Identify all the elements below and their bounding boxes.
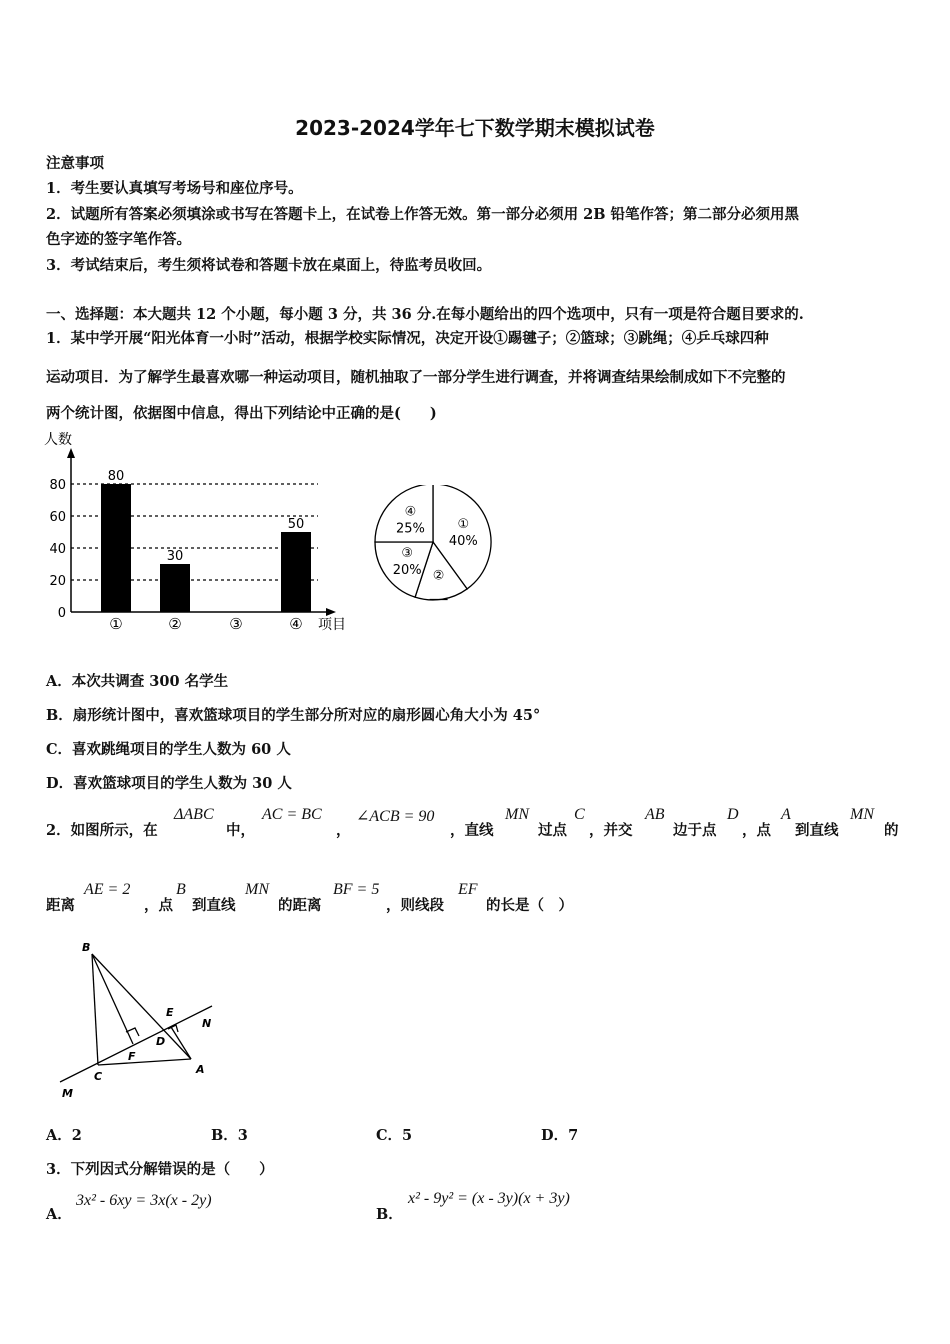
pie-slice-label: ④: [404, 504, 417, 520]
notice-item: 色字迹的签字笔作答。: [46, 231, 191, 248]
q2-text: ，点: [742, 822, 771, 839]
y-tick-label: 80: [49, 478, 66, 493]
pie-slice-label: ②: [432, 568, 445, 584]
point-label-b: B: [82, 941, 91, 954]
point-label-a: A: [196, 1063, 205, 1076]
notice-item: 1．考生要认真填写考场号和座位序号。: [46, 180, 303, 197]
q3-option-a-expr: 3x² - 6xy = 3x(x - 2y): [76, 1192, 212, 1209]
q2-text: ，直线: [450, 822, 494, 839]
q3-option-b-label: B．: [376, 1206, 403, 1223]
bar-value-label: 30: [166, 549, 184, 564]
q1-option-c: C．喜欢跳绳项目的学生人数为 60 人: [46, 741, 291, 758]
x-tick-label: ②: [168, 615, 182, 633]
bar: [160, 564, 190, 612]
y-tick-label: 0: [57, 606, 66, 621]
question-1-stem: 运动项目．为了解学生最喜欢哪一种运动项目，随机抽取了一部分学生进行调查，并将调查结果绘制成如下不完整的: [46, 369, 786, 386]
q2-math: D: [727, 806, 739, 823]
segment-ba: [92, 954, 191, 1059]
q3-option-a-label: A．: [46, 1206, 72, 1223]
q2-text: 中，: [226, 822, 255, 839]
x-tick-label: ④: [289, 615, 303, 633]
page-title: 2023-2024学年七下数学期末模拟试卷: [295, 116, 655, 140]
bar: [101, 484, 131, 612]
q2-math: AB: [645, 806, 665, 823]
point-label-e: E: [166, 1006, 174, 1019]
notice-heading: 注意事项: [46, 155, 104, 172]
y-axis-arrow: [67, 448, 75, 458]
segment-ae: [171, 1027, 191, 1059]
question-1-stem: 两个统计图，依据图中信息，得出下列结论中正确的是( ): [46, 405, 437, 422]
q2-math: AC = BC: [262, 806, 322, 823]
q2-math: BF = 5: [333, 881, 380, 898]
point-label-m: M: [62, 1087, 73, 1100]
line-mn: [60, 1006, 212, 1082]
bar-chart: [40, 428, 360, 638]
q2-math: A: [781, 806, 791, 823]
q2-text: ，: [336, 822, 351, 839]
geometry-figure: [50, 935, 230, 1105]
q2-math: B: [176, 881, 186, 898]
point-label-d: D: [156, 1035, 166, 1048]
question-3-stem: 3．下列因式分解错误的是（ ）: [46, 1161, 274, 1178]
bar-value-label: 50: [287, 517, 305, 532]
section-heading: 一、选择题：本大题共 12 个小题，每小题 3 分，共 36 分.在每小题给出的四个选项中，只有一项是符合题目要求的.: [46, 306, 804, 323]
y-tick-label: 40: [49, 542, 66, 557]
q2-text: 2．如图所示，在: [46, 822, 158, 839]
q2-option-b: B．3: [211, 1127, 248, 1144]
q2-text: 到直线: [192, 897, 236, 914]
pie-slice-label: ③: [401, 545, 414, 561]
q2-text: 的: [884, 822, 899, 839]
point-label-n: N: [202, 1017, 212, 1030]
q2-math: EF: [458, 881, 478, 898]
y-tick-label: 60: [49, 510, 66, 525]
x-axis-label: 项目: [318, 617, 346, 633]
notice-item: 2．试题所有答案必须填涂或书写在答题卡上，在试卷上作答无效。第一部分必须用 2B 铅笔作答；第二部分必须用黑: [46, 206, 800, 223]
q2-math: MN: [505, 806, 529, 823]
x-tick-label: ①: [109, 615, 123, 633]
x-tick-label: ③: [229, 615, 243, 633]
q2-text: 到直线: [795, 822, 839, 839]
pie-percent-label: 40%: [448, 534, 478, 550]
segment-bc: [92, 954, 98, 1065]
q2-text: 的距离: [278, 897, 322, 914]
q1-option-b: B．扇形统计图中，喜欢篮球项目的学生部分所对应的扇形圆心角大小为 45°: [46, 707, 541, 724]
x-axis-arrow: [326, 608, 336, 616]
q2-math: ∠ACB = 90: [356, 808, 435, 825]
pie-percent-label: 20%: [392, 562, 422, 578]
q2-text: 距离: [46, 897, 75, 914]
point-label-f: F: [128, 1050, 136, 1063]
q2-math: MN: [850, 806, 874, 823]
notice-item: 3．考试结束后，考生须将试卷和答题卡放在桌面上，待监考员收回。: [46, 257, 492, 274]
q2-option-d: D．7: [541, 1127, 579, 1144]
pie-percent-label: 25%: [395, 521, 425, 537]
q2-math: C: [574, 806, 585, 823]
bar-value-label: 80: [107, 469, 125, 484]
q2-option-c: C．5: [376, 1127, 413, 1144]
bar: [281, 532, 311, 612]
q3-option-b-expr: x² - 9y² = (x - 3y)(x + 3y): [408, 1190, 570, 1207]
point-label-c: C: [94, 1070, 103, 1083]
segment-ca: [98, 1059, 191, 1065]
q2-math: ΔABC: [174, 806, 214, 823]
q2-text: ，并交: [589, 822, 633, 839]
q2-text: ，点: [144, 897, 173, 914]
y-axis-label: 人数: [44, 432, 72, 448]
q2-math: MN: [245, 881, 269, 898]
q1-option-a: A．本次共调查 300 名学生: [46, 673, 229, 690]
q2-option-a: A．2: [46, 1127, 82, 1144]
q2-text: 的长是（ ）: [486, 897, 573, 914]
pie-chart: [368, 485, 500, 607]
q2-text: 边于点: [673, 822, 717, 839]
q2-text: ，则线段: [386, 897, 444, 914]
y-tick-label: 20: [49, 574, 66, 589]
pie-slice-label: ①: [457, 517, 470, 533]
q1-option-d: D．喜欢篮球项目的学生人数为 30 人: [46, 775, 292, 792]
segment-bf: [92, 954, 133, 1044]
question-1-stem: 1．某中学开展“阳光体育一小时”活动，根据学校实际情况，决定开设①踢毽子；②篮球；③跳绳；④乒乓球四种: [46, 330, 769, 347]
q2-math: AE = 2: [84, 881, 131, 898]
q2-text: 过点: [538, 822, 567, 839]
